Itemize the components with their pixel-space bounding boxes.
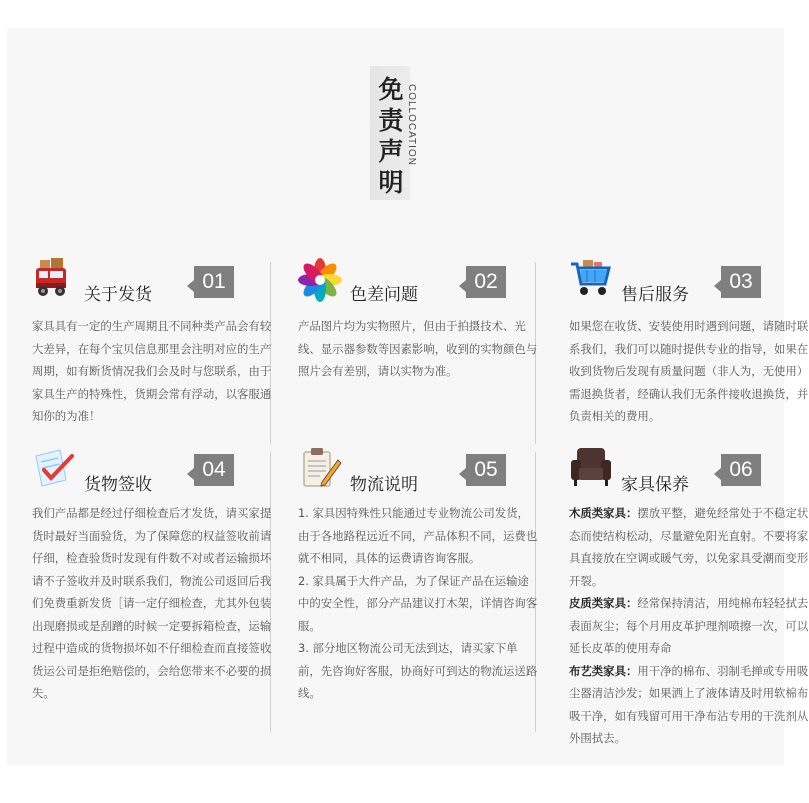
- checklist-icon: [32, 446, 76, 490]
- logistics-item: 3. 部分地区物流公司无法到达，请买家下单前，先咨询好客服，协商好可到达的物流运送路线。: [298, 641, 538, 700]
- section-heading: 家具保养: [621, 475, 689, 495]
- section-furniture-care: [569, 446, 809, 745]
- section-body: 如果您在收货、安装使用时遇到问题，请随时联系我们，我们可以随时提供专业的指导，如果在收到货物后发现有质量问题（非人为，无使用）需退换货者，经确认我们无条件接收退换货，并负责相关的费用。: [569, 319, 809, 423]
- logistics-item: 1. 家具因特殊性只能通过专业物流公司发货，由于各地路程远近不同，产品体积不同，运费也就不相同，具体的运费请咨询客服。: [298, 506, 538, 565]
- section-body: 产品图片均为实物照片，但由于拍摄技术、光线、显示器参数等因素影响，收到的实物颜色与照片会有差别，请以实物为准。: [298, 319, 538, 378]
- care-item: [569, 502, 809, 592]
- care-item: [569, 592, 809, 660]
- color-wheel-icon: [298, 256, 342, 300]
- shopping-cart-icon: [569, 256, 613, 300]
- section-logistics: [298, 446, 538, 736]
- care-label: 木质类家具：: [569, 506, 638, 520]
- section-shipping: [32, 256, 272, 446]
- section-heading: 色差问题: [350, 285, 418, 305]
- clipboard-icon: [298, 446, 342, 490]
- section-after-sales: [569, 256, 809, 446]
- section-body: 我们产品都是经过仔细检查后才发货，请买家提货时最好当面验货，为了保障您的权益签收前请仔细，检查验货时发现有件数不对或者运输损坏请不子签收并及时联系我们，物流公司返回后我们免费重新发货［请一定仔细检查，尤其外包装出现磨损或是刮蹭的时候一定要拆箱检查，运输过程中造成的货物损坏如不仔细检查而直接签收货运公司是拒绝赔偿的，会给您带来不必要的损失。: [32, 506, 272, 700]
- care-text: 经常保持清洁，用纯棉布轻轻拭去表面灰尘；每个月用皮革护理剂喷擦一次，可以延长皮革的使用寿命: [569, 596, 809, 655]
- section-number: 04: [194, 454, 234, 486]
- care-text: 用干净的棉布、羽制毛掸或专用吸尘器清洁沙发；如果洒上了液体请及时用软棉布吸干净，如有残留可用干净布沾专用的干洗剂从外围拭去。: [569, 663, 809, 745]
- section-heading: 货物签收: [84, 475, 152, 495]
- section-number: 05: [466, 454, 506, 486]
- section-body: 家具具有一定的生产周期且不同种类产品会有较大差异，在每个宝贝信息那里会注明对应的生产周期，如有断货情况我们会及时与您联系，由于家具生产的特殊性，货期会常有浮动，以客服通知你的为准！: [32, 319, 272, 423]
- section-body: [298, 502, 538, 705]
- section-number: 06: [721, 454, 761, 486]
- logistics-item: 2. 家具属于大件产品，为了保证产品在运输途中的安全性，部分产品建议打木架，详情咨询客服。: [298, 573, 538, 633]
- section-number: 01: [194, 266, 234, 298]
- care-label: 布艺类家具：: [569, 663, 638, 678]
- care-label: 皮质类家具：: [569, 596, 638, 610]
- care-item: [569, 660, 809, 750]
- section-number: 02: [466, 266, 506, 298]
- section-heading: 关于发货: [84, 285, 152, 305]
- section-body: [569, 502, 809, 750]
- section-color-difference: [298, 256, 538, 446]
- section-receipt: [32, 446, 272, 736]
- care-text: 摆放平整，避免经常处于不稳定状态而使结构松动，尽量避免阳光直射。不要将家具直接放在空调或暖气旁，以免家具受潮而变形开裂。: [569, 506, 809, 588]
- page-title: 免 责 声 明: [378, 75, 404, 197]
- armchair-icon: [569, 446, 613, 490]
- section-number: 03: [721, 266, 761, 298]
- section-heading: 物流说明: [350, 475, 418, 495]
- page-subtitle: COLLOCATION: [406, 84, 417, 166]
- delivery-truck-icon: [32, 256, 76, 300]
- section-heading: 售后服务: [621, 285, 689, 305]
